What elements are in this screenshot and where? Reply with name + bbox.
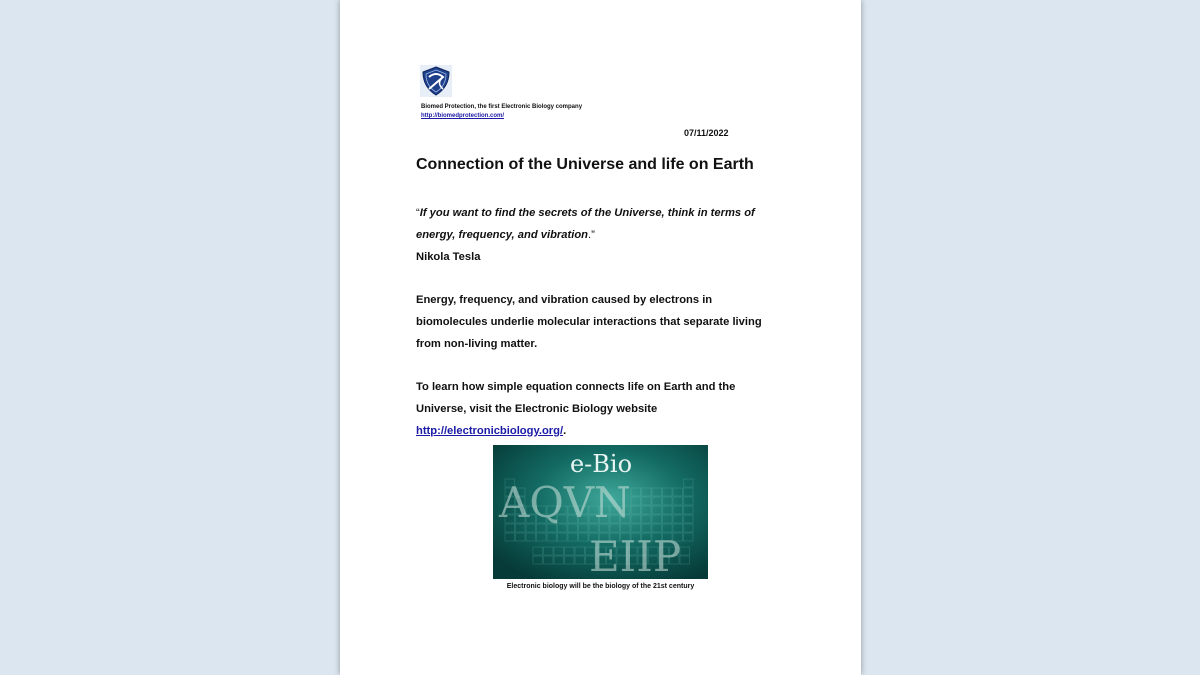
quote-text: If you want to find the secrets of the Universe, think in terms of energy, frequency, and vibration (416, 207, 755, 241)
document-date: 07/11/2022 (684, 128, 729, 138)
quote-open-mark: “ (416, 207, 420, 219)
tesla-quote (416, 202, 786, 246)
image-caption: Electronic biology will be the biology of the 21st century (506, 583, 695, 590)
quote-close-mark: .” (588, 229, 595, 241)
company-link[interactable]: http://biomedprotection.com/ (421, 113, 504, 119)
ebio-letters-bottom: EIIP (589, 532, 682, 579)
paragraph-learn-more-text: To learn how simple equation connects life on Earth and the Universe, visit the Electronic Biology website (416, 381, 736, 415)
electronic-biology-link[interactable]: http://electronicbiology.org/ (416, 425, 564, 437)
ebio-brand: e-Bio (569, 450, 633, 478)
quote-author: Nikola Tesla (416, 251, 481, 263)
document-title: Connection of the Universe and life on Earth (416, 156, 754, 173)
document-page (340, 0, 861, 675)
paragraph-end: . (563, 425, 567, 437)
ebio-periodic-image (493, 445, 708, 579)
paragraph-energy: Energy, frequency, and vibration caused by electrons in biomolecules underlie molecular interactions that separate living from non-living matter. (416, 294, 762, 350)
ebio-letters-top: AQVN (499, 478, 631, 527)
biomed-protection-logo (420, 65, 452, 97)
company-tagline: Biomed Protection, the first Electronic Biology company (421, 104, 583, 110)
paragraph-learn-more (416, 376, 786, 442)
